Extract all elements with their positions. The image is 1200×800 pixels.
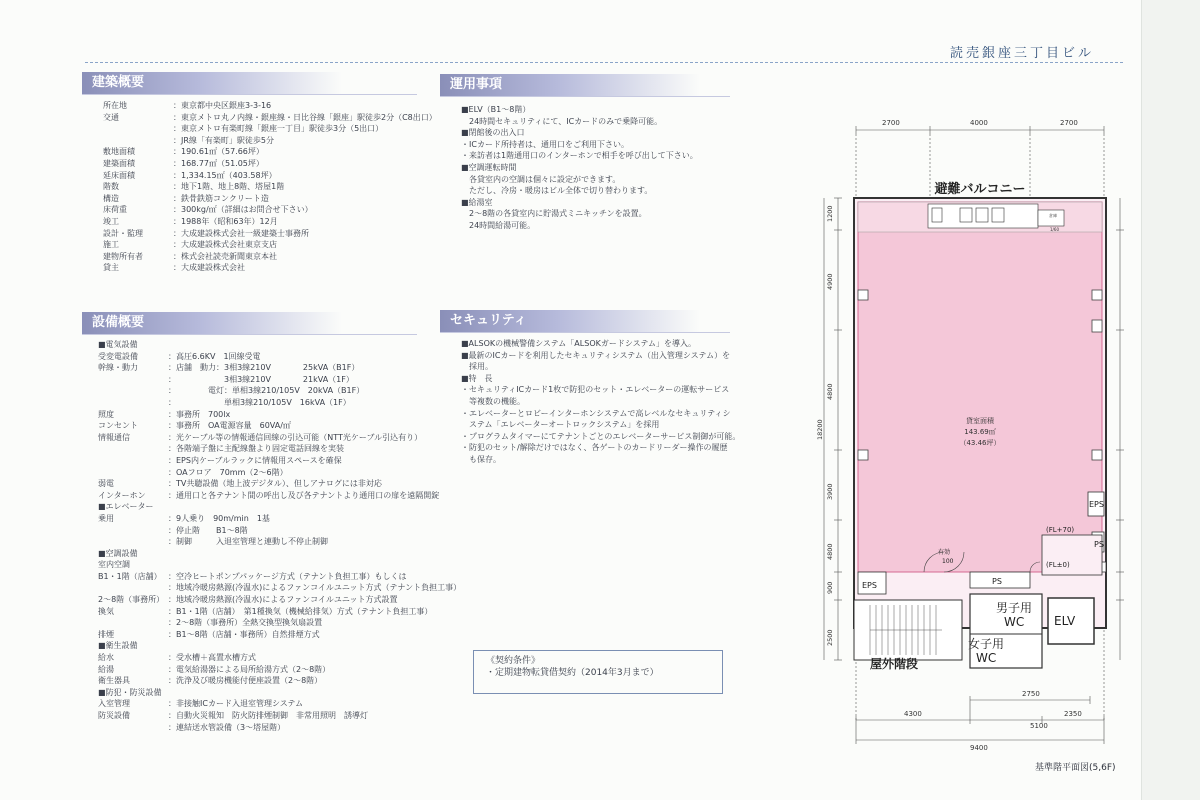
spec-row <box>103 123 437 135</box>
spec-value: 自動火災報知 防火防排煙制御 非常用照明 誘導灯 <box>176 711 368 720</box>
spec-key: 給水 <box>98 653 114 663</box>
text-line: 24時間セキュリティにて、ICカードのみで乗降可能。 <box>461 116 663 126</box>
spec-colon: ： <box>168 699 176 709</box>
spec-colon: ： <box>168 629 176 639</box>
spec-key: 施工 <box>103 240 119 250</box>
spec-value: OAフロア 70mm（2〜6階） <box>176 467 288 477</box>
stairs-label: 屋外階段 <box>870 657 919 671</box>
spec-colon: ： <box>168 432 176 442</box>
text-line: ■空調運転時間 <box>461 162 517 172</box>
spec-key: 幹線・動力 <box>98 363 138 373</box>
spec-colon: ： <box>173 170 181 180</box>
spec-key <box>98 582 168 594</box>
text-line: 採用。 <box>461 362 493 372</box>
spec-value: 東京メトロ有楽町線「銀座一丁目」駅徒歩3分（5出口） <box>181 124 384 134</box>
spec-colon: ： <box>173 216 181 226</box>
spec-value: 事務所 700lx <box>176 409 231 419</box>
spec-colon: ： <box>168 664 176 674</box>
spec-value: B1・1階（店舗） 第1種換気（機械給排気）方式（テナント負担工事） <box>176 606 433 616</box>
spec-colon: ： <box>173 240 181 250</box>
spec-key: 受変電設備 <box>98 351 138 361</box>
contract-box <box>473 650 723 694</box>
spec-colon: ： <box>168 722 176 732</box>
spec-value: 高圧6.6KV 1回線受電 <box>176 351 261 361</box>
spec-value: 地域冷暖房熱源(冷温水)によるファンコイルユニット方式（テナント負担工事） <box>176 583 462 593</box>
spec-key <box>98 455 168 467</box>
spec-key <box>98 374 168 386</box>
spec-row <box>98 525 461 537</box>
spec-value: 停止階 B1〜8階 <box>176 525 248 535</box>
text-line: ・エレベーターとロビーインターホンシステムで高レベルなセキュリティシ <box>461 408 731 418</box>
spec-key: ■エレベーター <box>98 502 154 512</box>
spec-key: 竣工 <box>103 216 119 226</box>
fl70-label: (FL+70) <box>1046 526 1075 534</box>
spec-colon: ： <box>168 374 176 384</box>
unei-list <box>461 104 698 232</box>
spec-colon: ： <box>168 421 176 431</box>
spec-row <box>98 548 461 560</box>
spec-row <box>103 158 437 170</box>
spec-key: コンセント <box>98 421 138 431</box>
spec-colon: ： <box>168 479 176 489</box>
spec-colon <box>168 640 176 652</box>
spec-row <box>98 409 461 421</box>
text-line: ステム「エレベーターオートロックシステム」を採用 <box>461 420 660 430</box>
spec-key: ■防犯・防災設備 <box>98 687 162 697</box>
spec-row <box>98 617 461 629</box>
dim-bottom-lines <box>856 696 1104 744</box>
spec-colon: ： <box>173 228 181 238</box>
spec-value: TV共聴設備（地上波デジタル）、但しアナログには非対応 <box>176 479 382 489</box>
spec-key: 入室管理 <box>98 699 130 709</box>
spec-key: 建築面積 <box>103 158 135 168</box>
spec-row <box>98 664 461 676</box>
spec-row <box>98 432 461 444</box>
spec-value: 大成建設株式会社東京支店 <box>181 240 277 250</box>
spec-colon <box>168 548 176 560</box>
spec-colon: ： <box>173 182 181 192</box>
spec-row <box>103 146 437 158</box>
spec-key: 照度 <box>98 409 114 419</box>
spec-value: 通用口と各テナント間の呼出し及び各テナントより通用口の扉を遠隔開錠 <box>176 490 440 500</box>
spec-value: 9人乗り 90m/min 1基 <box>176 513 270 523</box>
spec-key: ■電気設備 <box>98 340 138 349</box>
dim-left-1: 4900 <box>826 273 834 290</box>
spec-value: 190.61㎡（57.66坪） <box>181 147 264 157</box>
spec-key: 2〜8階（事務所） <box>98 595 165 605</box>
spec-row <box>103 170 437 182</box>
spec-key: 貸主 <box>103 263 119 273</box>
spec-row <box>98 606 461 618</box>
text-line: ・来訪者は1階通用口のインターホンで相手を呼び出して下さい。 <box>461 151 698 161</box>
section-rule <box>440 96 730 97</box>
text-line: ・防犯のセット/解除だけではなく、各ゲートのカードリーダー操作の履歴 <box>461 443 728 453</box>
spec-colon: ： <box>168 490 176 500</box>
spec-value: 空冷ヒートポンプパッケージ方式（テナント負担工事）もしくは <box>176 571 407 581</box>
eps-left-label: EPS <box>862 581 877 590</box>
balcony-label: 避難バルコニー <box>934 182 1026 197</box>
spec-key <box>98 536 168 548</box>
dim-right-lines <box>1116 198 1124 660</box>
spec-key: 弱電 <box>98 479 114 489</box>
spec-key: 階数 <box>103 182 119 192</box>
text-line: も保存。 <box>461 454 501 464</box>
spec-colon: ： <box>168 595 176 605</box>
section-header-kenchiku: 建築概要 <box>82 72 342 94</box>
spec-row <box>98 687 461 699</box>
spec-value: 制御 入退室管理と連動し不停止制御 <box>176 537 328 547</box>
spec-colon: ： <box>173 101 181 110</box>
spec-value: 大成建設株式会社 <box>181 263 245 273</box>
dim-top-1: 4000 <box>970 119 988 127</box>
spec-colon <box>168 339 176 351</box>
spec-colon: ： <box>168 386 176 396</box>
spec-key: ■衛生設備 <box>98 641 138 651</box>
spec-row <box>98 467 461 479</box>
spec-key <box>98 617 168 629</box>
spec-value: 地下1階、地上8階、塔屋1階 <box>181 182 285 192</box>
floor-plan-caption: 基準階平面図(5,6F) <box>1035 763 1116 773</box>
leasable-room <box>858 202 1102 572</box>
text-line: ただし、冷房・暖房はビル全体で切り替わります。 <box>461 186 653 196</box>
spec-colon: ： <box>168 711 176 720</box>
spec-value: 光ケーブル等の情報通信回線の引込可能（NTT光ケーブル引込有り） <box>176 432 423 442</box>
spec-key: 床荷重 <box>103 205 127 215</box>
small-room-label: 倉庫 <box>1049 213 1057 218</box>
spec-colon: ： <box>173 263 181 273</box>
spec-row <box>98 594 461 606</box>
spec-row <box>98 559 461 571</box>
dim-bottom-0: 4300 <box>904 710 922 718</box>
spec-row <box>98 536 461 548</box>
kenchiku-list <box>103 100 437 274</box>
text-line: ・ICカード所持者は、通用口をご利用下さい。 <box>461 139 629 149</box>
spec-key: 換気 <box>98 606 114 616</box>
wc-m-line1: 男子用 <box>996 601 1033 615</box>
section-rule <box>82 334 417 335</box>
spec-key: 交通 <box>103 112 119 122</box>
spec-key <box>98 525 168 537</box>
room-area-sqm: 143.69㎡ <box>964 428 996 436</box>
spec-colon: ： <box>168 455 176 465</box>
spec-value: B1〜8階（店舗・事務所）自然排煙方式 <box>176 629 320 639</box>
text-line: ■閉館後の出入口 <box>461 128 525 138</box>
text-line: ・セキュリティICカード1枚で防犯のセット・エレベーターの運転サービス <box>461 385 730 395</box>
spec-row <box>103 181 437 193</box>
spec-row <box>98 675 461 687</box>
spec-key: 乗用 <box>98 513 114 523</box>
spec-row <box>98 385 461 397</box>
spec-key <box>103 123 173 135</box>
spec-value: 3相3線210V 21kVA（1F） <box>176 374 354 384</box>
spec-colon: ： <box>168 525 176 535</box>
spec-colon: ： <box>168 583 176 593</box>
text-line: ■ALSOKの機械警備システム「ALSOKガードシステム」を導入。 <box>461 339 697 348</box>
text-line: ■特 長 <box>461 373 493 383</box>
spec-value: 300kg/㎡（詳細はお問合せ下さい） <box>181 205 313 215</box>
spec-value: 単相3線210/105V 16kVA（1F） <box>176 397 351 407</box>
spec-colon: ： <box>168 571 176 581</box>
spec-row <box>103 228 437 240</box>
spec-row <box>98 571 461 583</box>
section-header-security: セキュリティ <box>440 310 700 332</box>
ps-left-label: PS <box>992 577 1002 586</box>
spec-row <box>103 204 437 216</box>
spec-colon: ： <box>173 251 181 261</box>
spec-key <box>98 385 168 397</box>
dim-total-width: 9400 <box>970 744 988 752</box>
spec-value: 168.77㎡（51.05坪） <box>181 158 264 168</box>
spec-key: 排煙 <box>98 629 114 639</box>
spec-value: 鉄骨鉄筋コンクリート造 <box>181 193 269 203</box>
dim-left-2: 4800 <box>826 383 834 400</box>
spec-value: 電灯：単相3線210/105V 20kVA（B1F） <box>176 386 365 396</box>
spec-key: 所在地 <box>103 101 127 110</box>
spec-colon: ： <box>168 444 176 454</box>
spec-value: 受水槽＋高置水槽方式 <box>176 653 256 663</box>
dim-bottom-1: 5100 <box>1030 722 1048 730</box>
dim-left-5: 900 <box>826 581 834 594</box>
spec-key <box>98 722 168 734</box>
building-title: 読売銀座三丁目ビル <box>950 46 1095 61</box>
text-line: 各貸室内の空調は個々に設定ができます。 <box>461 174 621 184</box>
spec-key: インターホン <box>98 490 146 500</box>
spec-value: EPS内ケーブルラックに情報用スペースを確保 <box>176 455 342 465</box>
spec-colon: ： <box>173 193 181 203</box>
room-area-tsubo: （43.46坪） <box>959 439 1001 447</box>
text-line: ■最新のICカードを利用したセキュリティシステム（出入管理システム）を <box>461 350 731 360</box>
spec-row <box>98 374 461 386</box>
section-rule <box>82 94 417 95</box>
spec-key: 設計・監理 <box>103 228 143 238</box>
spec-value: 株式会社読売新聞東京本社 <box>181 251 277 261</box>
text-line: 2〜8階の各貸室内に貯湯式ミニキッチンを設置。 <box>461 209 647 219</box>
spec-key: 給湯 <box>98 664 114 674</box>
spec-value: 非接触ICカード入退室管理システム <box>176 699 304 709</box>
text-line: ■給湯室 <box>461 197 493 207</box>
spec-key: 構造 <box>103 193 119 203</box>
spec-value: 1,334.15㎡（403.58坪） <box>181 170 277 180</box>
fl0-label: (FL±0) <box>1046 561 1070 569</box>
dim-left-0: 1200 <box>826 205 834 222</box>
spec-colon: ： <box>173 112 181 122</box>
spec-row <box>103 193 437 205</box>
spec-key: 敷地面積 <box>103 147 135 157</box>
spec-colon: ： <box>168 397 176 407</box>
spec-colon: ： <box>168 606 176 616</box>
spec-value: 東京都中央区銀座3-3-16 <box>181 101 272 110</box>
spec-colon: ： <box>168 513 176 523</box>
text-line: 等複数の機能。 <box>461 396 525 406</box>
spec-row <box>98 490 461 502</box>
wc-f-line2: WC <box>976 651 997 665</box>
spec-row <box>98 339 461 351</box>
contract-text <box>474 651 722 679</box>
dim-top-2: 2700 <box>1060 119 1078 127</box>
wc-m-line2: WC <box>1004 615 1025 629</box>
spec-colon: ： <box>168 676 176 686</box>
spec-colon: ： <box>168 653 176 663</box>
spec-row <box>103 216 437 228</box>
spec-key: 建物所有者 <box>103 251 143 261</box>
dim-left-3: 3900 <box>826 483 834 500</box>
spec-value: 電気給湯器による局所給湯方式（2〜8階） <box>176 664 331 674</box>
spec-row <box>98 501 461 513</box>
spec-value: 東京メトロ丸ノ内線・銀座線・日比谷線「銀座」駅徒歩2分（C8出口） <box>181 112 437 122</box>
setsubi-list <box>98 339 461 733</box>
floor-plan <box>816 100 1140 760</box>
spec-row <box>98 582 461 594</box>
spec-colon <box>168 559 176 571</box>
security-list <box>461 338 740 466</box>
spec-row <box>103 262 437 274</box>
spec-row <box>98 722 461 734</box>
spec-key: 情報通信 <box>98 432 130 442</box>
spec-key <box>98 443 168 455</box>
dim-total-height: 18200 <box>816 419 824 440</box>
spec-colon: ： <box>168 351 176 361</box>
spec-row <box>98 443 461 455</box>
spec-key: 防災設備 <box>98 711 130 720</box>
spec-row <box>98 478 461 490</box>
section-header-unei: 運用事項 <box>440 74 700 96</box>
spec-value: 事務所 OA電源容量 60VA/㎡ <box>176 421 291 431</box>
contract-title: 《契約条件》 <box>486 656 541 666</box>
spec-key: ■空調設備 <box>98 548 138 558</box>
spec-colon: ： <box>168 618 176 628</box>
spec-colon: ： <box>168 409 176 419</box>
room-area-label: 貸室面積 <box>966 417 994 425</box>
spec-row <box>98 640 461 652</box>
spec-row <box>98 455 461 467</box>
dim-left-4: 4800 <box>826 543 834 560</box>
spec-value: JR線「有楽町」駅徒歩5分 <box>181 135 275 145</box>
spec-colon: ： <box>168 537 176 547</box>
spec-colon <box>168 687 176 699</box>
spec-colon: ： <box>168 467 176 477</box>
text-line: ■ELV（B1〜8階） <box>461 105 531 114</box>
spec-row <box>103 239 437 251</box>
section-header-setsubi: 設備概要 <box>82 312 342 334</box>
spec-colon: ： <box>173 135 181 145</box>
spec-colon: ： <box>173 158 181 168</box>
dim-bottom-2: 2350 <box>1064 710 1082 718</box>
ps-right-label: PS <box>1094 540 1104 549</box>
spec-key <box>98 467 168 479</box>
spec-value: 連結送水管設備（3〜塔屋階） <box>176 722 286 732</box>
spec-key <box>103 135 173 147</box>
spec-row <box>98 710 461 722</box>
dim-2750: 2750 <box>1022 690 1040 698</box>
spec-value: 1988年（昭和63年）12月 <box>181 216 278 226</box>
contract-line: ・定期建物転貸借契約（2014年3月まで） <box>486 668 659 678</box>
spec-colon: ： <box>173 205 181 215</box>
title-rule <box>85 62 1123 63</box>
text-line: ・プログラムタイマーにてテナントごとのエレベーターサービス制御が可能。 <box>461 431 741 441</box>
spec-row <box>98 652 461 664</box>
spec-row <box>98 420 461 432</box>
spec-row <box>103 112 437 124</box>
text-line: 24時間給湯可能。 <box>461 220 536 230</box>
spec-value: 地域冷暖房熱源(冷温水)によるファンコイルユニット方式設置 <box>176 595 398 605</box>
yukou-val: 100 <box>942 558 954 565</box>
small-scale-label: 1/60 <box>1050 227 1059 232</box>
spec-key: 衛生器具 <box>98 676 130 686</box>
spec-value: 各階端子盤に主配線盤より固定電話回線を実装 <box>176 444 344 454</box>
spec-row <box>98 513 461 525</box>
elv-label: ELV <box>1054 614 1076 628</box>
spec-row <box>98 351 461 363</box>
spec-row <box>98 698 461 710</box>
spec-key: 室内空調 <box>98 560 130 570</box>
dim-top-0: 2700 <box>882 119 900 127</box>
eps-right-label: EPS <box>1089 500 1104 509</box>
spec-key: 延床面積 <box>103 170 135 180</box>
spec-row <box>98 362 461 374</box>
wc-f-line1: 女子用 <box>968 637 1005 651</box>
spec-key <box>98 397 168 409</box>
spec-row <box>103 100 437 112</box>
spec-value: 2〜8階（事務所）全熱交換型換気扇設置 <box>176 618 323 628</box>
spec-colon <box>168 501 176 513</box>
yukou-label: 有効 <box>938 549 951 556</box>
spec-value: 店舗 動力：3相3線210V 25kVA（B1F） <box>176 363 360 373</box>
spec-value: 洗浄及び暖房機能付便座設置（2〜8階） <box>176 676 323 686</box>
section-rule <box>440 332 730 333</box>
spec-colon: ： <box>173 147 181 157</box>
page-edge <box>1141 0 1200 800</box>
dim-left-6: 2500 <box>826 629 834 646</box>
spec-row <box>103 135 437 147</box>
spec-row <box>103 251 437 263</box>
spec-row <box>98 629 461 641</box>
spec-colon: ： <box>168 363 176 373</box>
spec-key: B1・1階（店舗） <box>98 571 162 581</box>
spec-value: 大成建設株式会社一級建築士事務所 <box>181 228 309 238</box>
spec-row <box>98 397 461 409</box>
spec-colon: ： <box>173 124 181 134</box>
